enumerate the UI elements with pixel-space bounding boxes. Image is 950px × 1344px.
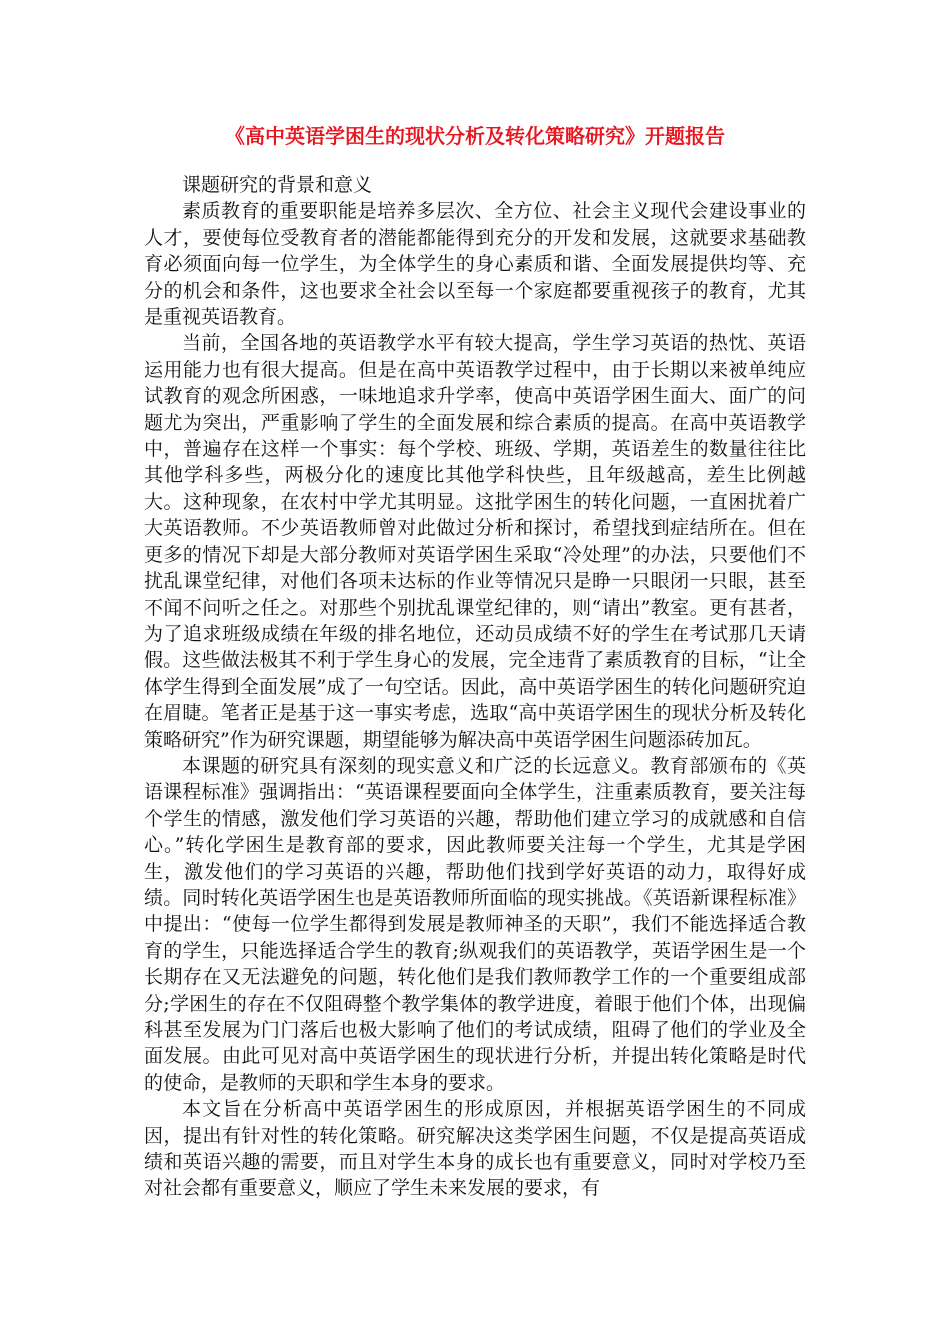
paragraph-4: 本文旨在分析高中英语学困生的形成原因，并根据英语学困生的不同成因，提出有针对性的转化策略。研究解决这类学困生问题，不仅是提高英语成绩和英语兴趣的需要，而且对学生本身的成长也有重要意义，同时对学校乃至对社会都有重要意义，顺应了学生未来发展的要求，有 xyxy=(144,1098,806,1200)
section-heading: 课题研究的背景和意义 xyxy=(182,174,373,196)
paragraph-1: 素质教育的重要职能是培养多层次、全方位、社会主义现代会建设事业的人才，要使每位受教育者的潜能都能得到充分的开发和发展，这就要求基础教育必须面向每一位学生，为全体学生的身心素质和谐、全面发展提供均等、充分的机会和条件，这也要求全社会以至每一个家庭都要重视孩子的教育，尤其是重视英语教育。 xyxy=(144,200,806,329)
paragraph-2: 当前，全国各地的英语教学水平有较大提高，学生学习英语的热忱、英语运用能力也有很大提高。但是在高中英语教学过程中，由于长期以来被单纯应试教育的观念所困惑，一味地追求升学率，使高中英语学困生面大、面广的问题尤为突出，严重影响了学生的全面发展和综合素质的提高。在高中英语教学中，普遍存在这样一个事实：每个学校、班级、学期，英语差生的数量往往比其他学科多些，两极分化的速度比其他学科快些，且年级越高，差生比例越大。这种现象，在农村中学尤其明显。这批学困生的转化问题，一直困扰着广大英语教师。不少英语教师曾对此做过分析和探讨，希望找到症结所在。但在更多的情况下却是大部分教师对英语学困生采取“冷处理”的办法，只要他们不扰乱课堂纪律，对他们各项未达标的作业等情况只是睁一只眼闭一只眼，甚至不闻不问听之任之。对那些个别扰乱课堂纪律的，则“请出”教室。更有甚者，为了追求班级成绩在年级的排名地位，还动员成绩不好的学生在考试那几天请假。这些做法极其不利于学生身心的发展，完全违背了素质教育的目标，“让全体学生得到全面发展”成了一句空话。因此，高中英语学困生的转化问题研究迫在眉睫。笔者正是基于这一事实考虑，选取“高中英语学困生的现状分析及转化策略研究”作为研究课题，期望能够为解决高中英语学困生问题添砖加瓦。 xyxy=(144,332,806,751)
document-title: 《高中英语学困生的现状分析及转化策略研究》开题报告 xyxy=(225,124,725,148)
paragraph-3: 本课题的研究具有深刻的现实意义和广泛的长远意义。教育部颁布的《英语课程标准》强调指出：“英语课程要面向全体学生，注重素质教育，要关注每个学生的情感，激发他们学习英语的兴趣，帮助他们建立学习的成就感和自信心。”转化学困生是教育部的要求，因此教师要关注每一个学生，尤其是学困生，激发他们的学习英语的兴趣，帮助他们找到学好英语的动力，取得好成绩。同时转化英语学困生也是英语教师所面临的现实挑战。《英语新课程标准》中提出：“使每一位学生都得到发展是教师神圣的天职”，我们不能选择适合教育的学生，只能选择适合学生的教育;纵观我们的英语教学，英语学困生是一个长期存在又无法避免的问题，转化他们是我们教师教学工作的一个重要组成部分;学困生的存在不仅阻碍整个教学集体的教学进度，着眼于他们个体，出现偏科甚至发展为门门落后也极大影响了他们的考试成绩，阻碍了他们的学业及全面发展。由此可见对高中英语学困生的现状进行分析，并提出转化策略是时代的使命，是教师的天职和学生本身的要求。 xyxy=(144,754,806,1094)
document-body xyxy=(144,172,806,1202)
